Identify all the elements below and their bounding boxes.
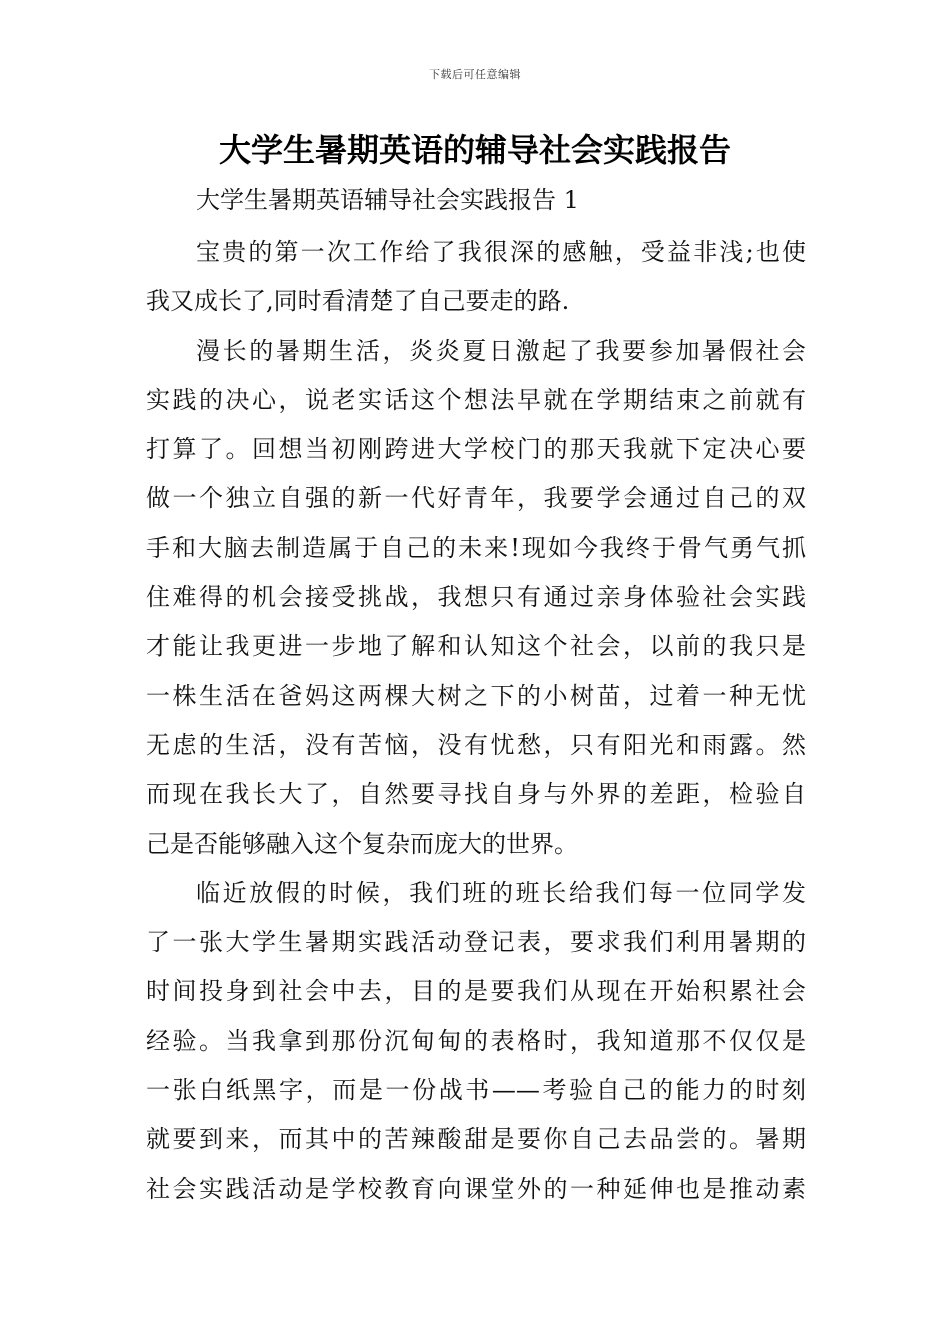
document-title: 大学生暑期英语的辅导社会实践报告 — [218, 131, 731, 169]
document-subtitle: 大学生暑期英语辅导社会实践报告 1 — [196, 186, 579, 214]
text-line: 临近放假的时候，我们班的班长给我们每一位同学发 — [196, 878, 806, 907]
text-line: 经验。当我拿到那份沉甸甸的表格时，我知道那不仅仅是 — [146, 1026, 806, 1055]
text-line: 社会实践活动是学校教育向课堂外的一种延伸也是推动素 — [146, 1174, 806, 1203]
text-line: 就要到来，而其中的苦辣酸甜是要你自己去品尝的。暑期 — [146, 1125, 806, 1154]
text-line: 时间投身到社会中去，目的是要我们从现在开始积累社会 — [146, 977, 806, 1006]
text-line: 手和大脑去制造属于自己的未来!现如今我终于骨气勇气抓 — [146, 533, 806, 562]
text-line: 打算了。回想当初刚跨进大学校门的那天我就下定决心要 — [146, 435, 806, 464]
text-line: 无虑的生活，没有苦恼，没有忧愁，只有阳光和雨露。然 — [146, 730, 806, 759]
text-line: 才能让我更进一步地了解和认知这个社会，以前的我只是 — [146, 632, 806, 661]
text-line: 漫长的暑期生活，炎炎夏日激起了我要参加暑假社会 — [196, 336, 806, 365]
header-note: 下载后可任意编辑 — [429, 68, 521, 81]
text-line: 做一个独立自强的新一代好青年，我要学会通过自己的双 — [146, 484, 806, 513]
paragraph — [146, 327, 806, 869]
text-line: 住难得的机会接受挑战，我想只有通过亲身体验社会实践 — [146, 583, 806, 612]
paragraph — [146, 228, 806, 327]
text-line: 宝贵的第一次工作给了我很深的感触，受益非浅;也使 — [196, 238, 806, 266]
text-line: 一张白纸黑字，而是一份战书——考验自己的能力的时刻 — [146, 1076, 806, 1105]
text-line: 而现在我长大了，自然要寻找自身与外界的差距，检验自 — [146, 780, 806, 809]
text-line: 一株生活在爸妈这两棵大树之下的小树苗，过着一种无忧 — [146, 681, 806, 710]
paragraph — [146, 869, 806, 1214]
text-line: 我又成长了,同时看清楚了自己要走的路. — [146, 287, 570, 316]
text-line: 实践的决心，说老实话这个想法早就在学期结束之前就有 — [146, 385, 806, 414]
text-line: 了一张大学生暑期实践活动登记表，要求我们利用暑期的 — [146, 928, 806, 957]
document-body — [146, 228, 806, 1214]
text-line: 己是否能够融入这个复杂而庞大的世界。 — [146, 829, 578, 858]
